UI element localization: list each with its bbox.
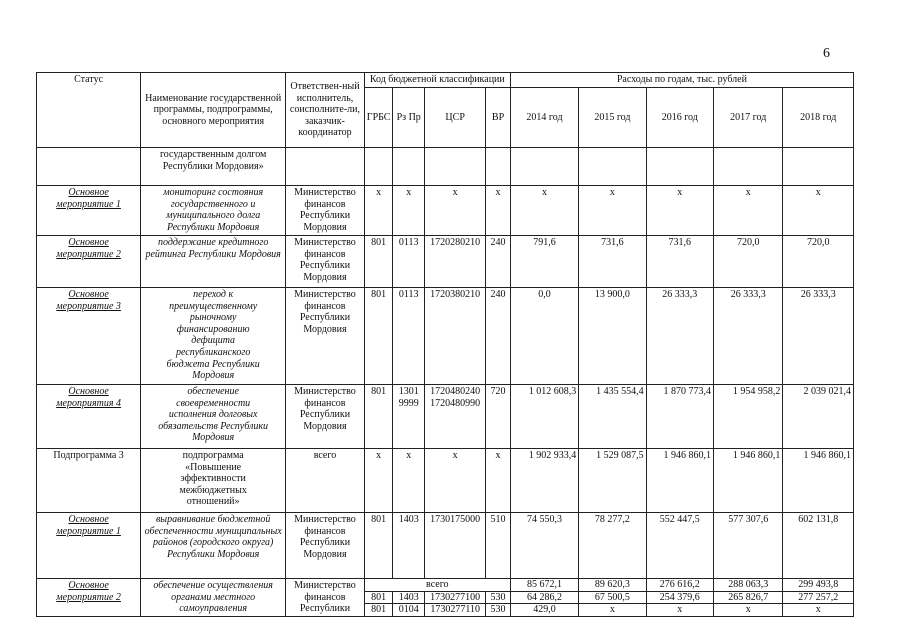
header-rzpr: Рз Пр	[393, 88, 425, 148]
cell-grbs: х	[364, 186, 393, 236]
cell-grbs: 801	[364, 591, 393, 604]
cell-status: Основное мероприятия 4	[37, 385, 141, 449]
header-csr: ЦСР	[425, 88, 486, 148]
page-number: 6	[823, 46, 830, 61]
cell-vr: 240	[486, 288, 511, 385]
cell-y2017: 1 946 860,1	[713, 449, 782, 513]
cell-y2015: 78 277,2	[579, 513, 646, 579]
cell-y2018: 2 039 021,4	[783, 385, 854, 449]
cell-vr: х	[486, 186, 511, 236]
cell-y2018: х	[783, 186, 854, 236]
header-y2017: 2017 год	[713, 88, 782, 148]
cell-total-label: всего	[364, 579, 510, 592]
cell-y2017	[713, 148, 782, 186]
cell-executor	[286, 148, 365, 186]
cell-name: переход к преимущественному рыночному финансированию дефицита республиканского бюджета Республики Мордовия	[141, 288, 286, 385]
cell-y2015: х	[579, 186, 646, 236]
cell-name: обеспечение осуществления органами местного самоуправления	[141, 579, 286, 617]
cell-y2016	[646, 148, 713, 186]
cell-y2014: 1 012 608,3	[510, 385, 578, 449]
cell-executor: всего	[286, 449, 365, 513]
cell-grbs: х	[364, 449, 393, 513]
cell-y2014: 74 550,3	[510, 513, 578, 579]
table-row	[37, 288, 854, 385]
cell-y2016: х	[646, 186, 713, 236]
table-row	[37, 385, 854, 449]
cell-vr	[486, 148, 511, 186]
header-grbs: ГРБС	[364, 88, 393, 148]
cell-y2014: 85 672,1	[510, 579, 578, 592]
cell-rzpr: х	[393, 186, 425, 236]
cell-y2016: 276 616,2	[646, 579, 713, 592]
cell-vr: 240	[486, 236, 511, 288]
cell-y2018: 26 333,3	[783, 288, 854, 385]
cell-status: Подпрограмма 3	[37, 449, 141, 513]
cell-y2018: 277 257,2	[783, 591, 854, 604]
cell-vr: х	[486, 449, 511, 513]
cell-vr: 720	[486, 385, 511, 449]
cell-y2015: 1 529 087,5	[579, 449, 646, 513]
header-y2018: 2018 год	[783, 88, 854, 148]
cell-y2016: 731,6	[646, 236, 713, 288]
table-row	[37, 236, 854, 288]
cell-csr: 1720380210	[425, 288, 486, 385]
cell-status: Основное мероприятие 3	[37, 288, 141, 385]
cell-rzpr: 1403	[393, 513, 425, 579]
table-row	[37, 579, 854, 592]
cell-y2014: 791,6	[510, 236, 578, 288]
cell-vr: 530	[486, 604, 511, 617]
budget-table	[36, 72, 854, 617]
cell-y2017: х	[713, 186, 782, 236]
cell-y2015: 89 620,3	[579, 579, 646, 592]
cell-grbs: 801	[364, 288, 393, 385]
header-executor: Ответствен-ный исполнитель, соисполните-ли, заказчик-координатор	[286, 73, 365, 148]
cell-y2018: 720,0	[783, 236, 854, 288]
cell-y2016: 1 946 860,1	[646, 449, 713, 513]
cell-y2016: 254 379,6	[646, 591, 713, 604]
cell-y2015	[579, 148, 646, 186]
cell-y2018: 1 946 860,1	[783, 449, 854, 513]
header-expenses-group: Расходы по годам, тыс. рублей	[510, 73, 853, 88]
cell-y2018: х	[783, 604, 854, 617]
table-row	[37, 148, 854, 186]
cell-status: Основное мероприятие 1	[37, 186, 141, 236]
cell-executor: Министерство финансов Республики	[286, 579, 365, 617]
cell-y2016: 26 333,3	[646, 288, 713, 385]
cell-y2017: 1 954 958,2	[713, 385, 782, 449]
cell-y2018: 602 131,8	[783, 513, 854, 579]
cell-executor: Министерство финансов Республики Мордовия	[286, 288, 365, 385]
cell-y2018: 299 493,8	[783, 579, 854, 592]
cell-rzpr: 1403	[393, 591, 425, 604]
cell-y2018	[783, 148, 854, 186]
header-row-1	[37, 73, 854, 88]
cell-name: государственным долгом Республики Мордовия»	[141, 148, 286, 186]
cell-status: Основное мероприятие 2	[37, 236, 141, 288]
cell-name: подпрограмма «Повышение эффективности межбюджетных отношений»	[141, 449, 286, 513]
table-row	[37, 186, 854, 236]
cell-executor: Министерство финансов Республики Мордовия	[286, 186, 365, 236]
cell-y2017: х	[713, 604, 782, 617]
cell-y2017: 288 063,3	[713, 579, 782, 592]
cell-y2015: х	[579, 604, 646, 617]
cell-csr: 1730277100	[425, 591, 486, 604]
cell-name: мониторинг состояния государственного и муниципального долга Республики Мордовия	[141, 186, 286, 236]
cell-rzpr: 1301 9999	[393, 385, 425, 449]
table-row	[37, 449, 854, 513]
cell-grbs: 801	[364, 513, 393, 579]
cell-status: Основное мероприятие 1	[37, 513, 141, 579]
cell-y2015: 67 500,5	[579, 591, 646, 604]
cell-csr: 1730175000	[425, 513, 486, 579]
cell-y2015: 731,6	[579, 236, 646, 288]
header-code-group: Код бюджетной классификации	[364, 73, 510, 88]
cell-y2017: 26 333,3	[713, 288, 782, 385]
header-y2014: 2014 год	[510, 88, 578, 148]
cell-y2016: 1 870 773,4	[646, 385, 713, 449]
cell-grbs: 801	[364, 236, 393, 288]
cell-executor: Министерство финансов Республики Мордовия	[286, 236, 365, 288]
cell-rzpr	[393, 148, 425, 186]
cell-status	[37, 148, 141, 186]
header-y2015: 2015 год	[579, 88, 646, 148]
cell-csr	[425, 148, 486, 186]
cell-csr: 1720480240 1720480990	[425, 385, 486, 449]
cell-vr: 510	[486, 513, 511, 579]
cell-name: поддержание кредитного рейтинга Республики Мордовия	[141, 236, 286, 288]
header-y2016: 2016 год	[646, 88, 713, 148]
cell-y2015: 1 435 554,4	[579, 385, 646, 449]
cell-rzpr: 0113	[393, 236, 425, 288]
cell-y2014: 64 286,2	[510, 591, 578, 604]
header-name: Наименование государственной программы, подпрограммы, основного мероприятия	[141, 73, 286, 148]
cell-csr: х	[425, 449, 486, 513]
cell-grbs: 801	[364, 385, 393, 449]
cell-grbs	[364, 148, 393, 186]
cell-status: Основное мероприятие 2	[37, 579, 141, 617]
cell-y2017: 265 826,7	[713, 591, 782, 604]
cell-y2017: 720,0	[713, 236, 782, 288]
cell-y2015: 13 900,0	[579, 288, 646, 385]
cell-y2016: х	[646, 604, 713, 617]
cell-y2017: 577 307,6	[713, 513, 782, 579]
cell-y2014: х	[510, 186, 578, 236]
cell-rzpr: х	[393, 449, 425, 513]
cell-rzpr: 0104	[393, 604, 425, 617]
cell-csr: 1720280210	[425, 236, 486, 288]
cell-y2014: 0,0	[510, 288, 578, 385]
cell-executor: Министерство финансов Республики Мордовия	[286, 385, 365, 449]
cell-vr: 530	[486, 591, 511, 604]
cell-csr: 1730277110	[425, 604, 486, 617]
cell-rzpr: 0113	[393, 288, 425, 385]
cell-csr: х	[425, 186, 486, 236]
header-vr: ВР	[486, 88, 511, 148]
cell-y2016: 552 447,5	[646, 513, 713, 579]
cell-y2014: 429,0	[510, 604, 578, 617]
cell-name: обеспечение своевременности исполнения долговых обязательств Республики Мордовия	[141, 385, 286, 449]
cell-y2014	[510, 148, 578, 186]
table-row	[37, 513, 854, 579]
cell-grbs: 801	[364, 604, 393, 617]
cell-y2014: 1 902 933,4	[510, 449, 578, 513]
cell-executor: Министерство финансов Республики Мордовия	[286, 513, 365, 579]
header-status: Статус	[37, 73, 141, 148]
cell-name: выравнивание бюджетной обеспеченности муниципальных районов (городского округа) Республики Мордовия	[141, 513, 286, 579]
